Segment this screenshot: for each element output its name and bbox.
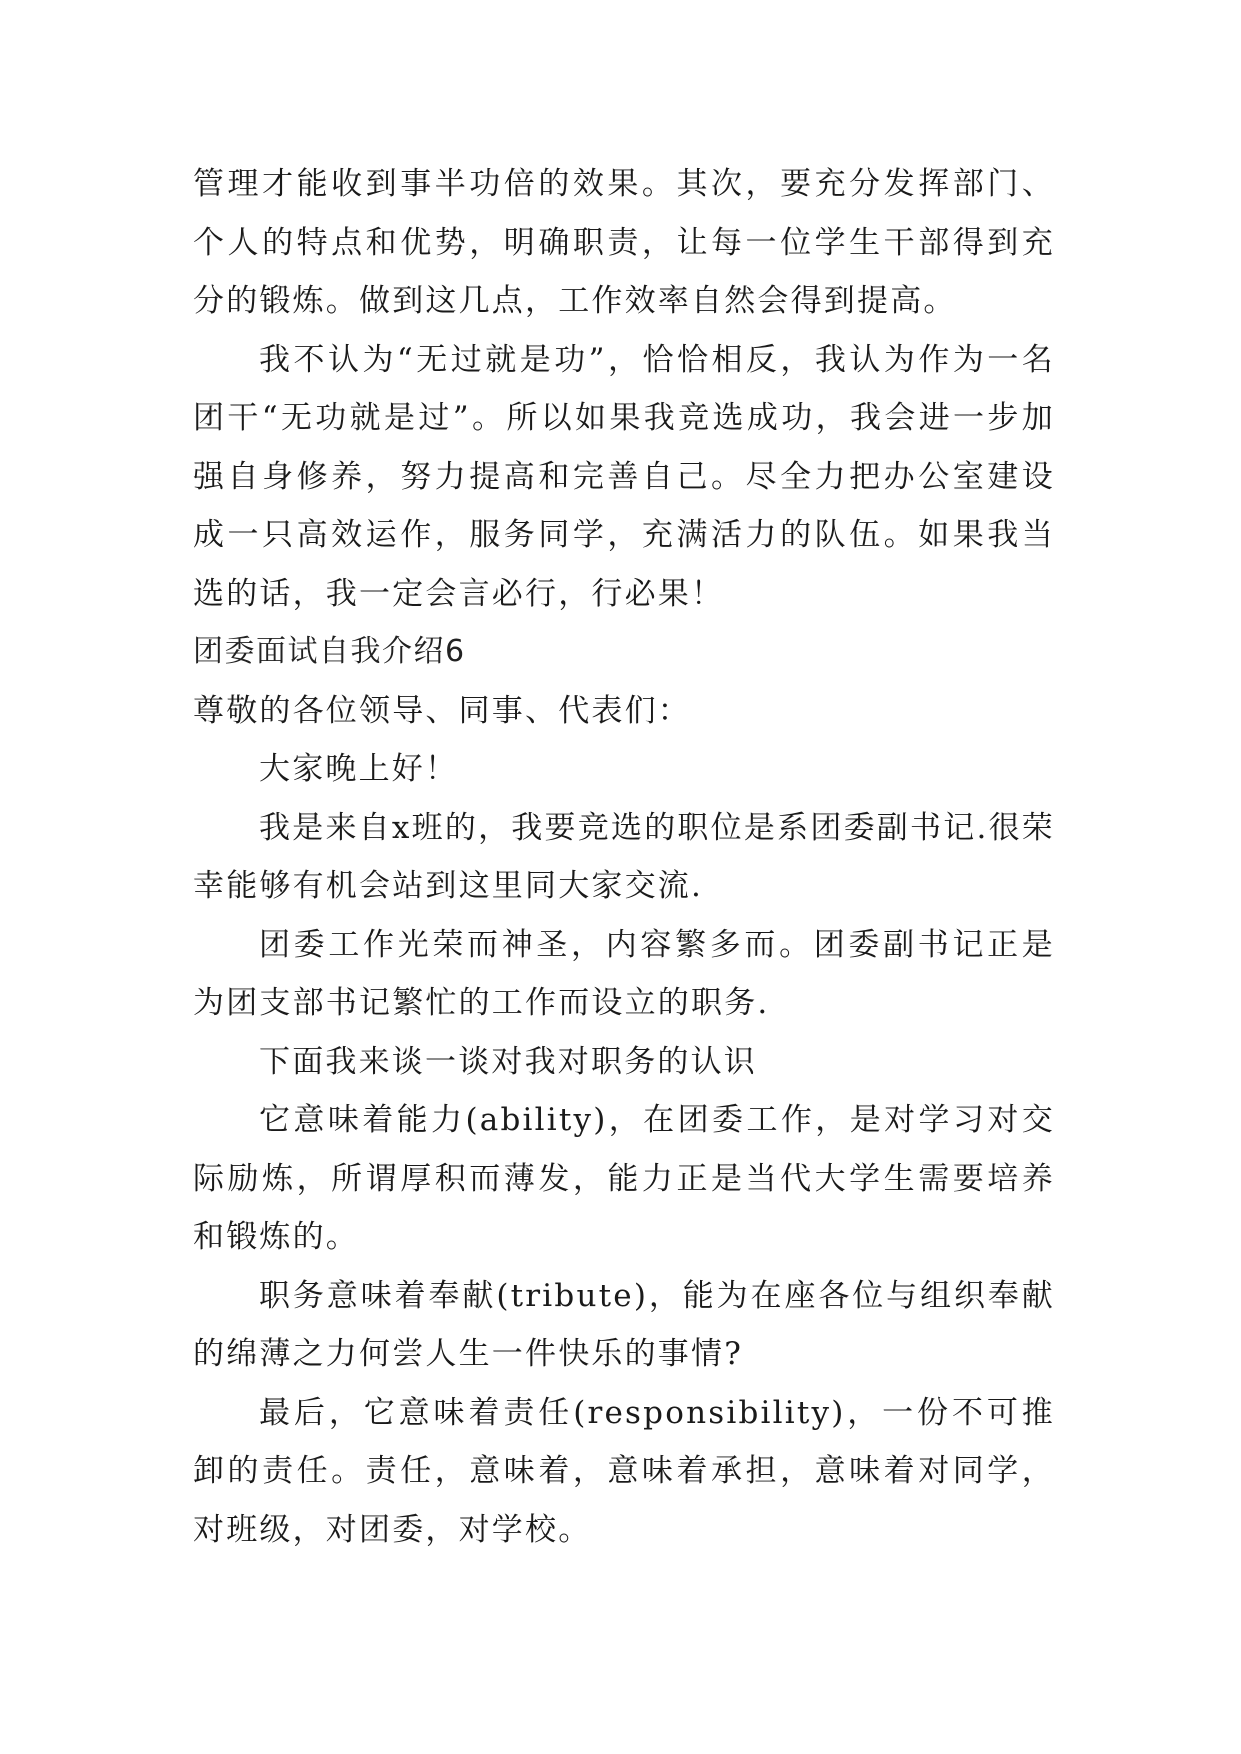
body-paragraph: 它意味着能力(ability)，在团委工作，是对学习对交际励炼，所谓厚积而薄发，能力正是当代大学生需要培养和锻炼的。: [193, 1102, 1055, 1255]
body-paragraph: 我是来自x班的，我要竞选的职位是系团委副书记.很荣幸能够有机会站到这里同大家交流.: [193, 809, 1055, 904]
salutation: 尊敬的各位领导、同事、代表们：: [193, 692, 691, 729]
body-paragraph: 团委工作光荣而神圣，内容繁多而。团委副书记正是为团支部书记繁忙的工作而设立的职务.: [193, 926, 1055, 1021]
body-paragraph: 职务意味着奉献(tribute)，能为在座各位与组织奉献的绵薄之力何尝人生一件快乐的事情?: [193, 1277, 1055, 1372]
body-paragraph: 最后，它意味着责任(responsibility)，一份不可推卸的责任。责任，意味着，意味着承担，意味着对同学，对班级，对团委，对学校。: [193, 1394, 1055, 1548]
greeting: 大家晚上好！: [259, 751, 459, 787]
body-paragraph-continued: 管理才能收到事半功倍的效果。其次，要充分发挥部门、个人的特点和优势，明确职责，让每一位学生干部得到充分的锻炼。做到这几点，工作效率自然会得到提高。: [193, 166, 1055, 319]
body-paragraph: 我不认为“无过就是功”，恰恰相反，我认为作为一名团干“无功就是过”。所以如果我竞选成功，我会进一步加强自身修养，努力提高和完善自己。尽全力把办公室建设成一只高效运作，服务同学，充满活力的队伍。如果我当选的话，我一定会言必行，行必果！: [193, 341, 1055, 612]
body-paragraph: 下面我来谈一谈对我对职务的认识: [259, 1043, 757, 1080]
section-heading: 团委面试自我介绍6: [193, 634, 466, 669]
document-body: [193, 155, 1055, 1559]
